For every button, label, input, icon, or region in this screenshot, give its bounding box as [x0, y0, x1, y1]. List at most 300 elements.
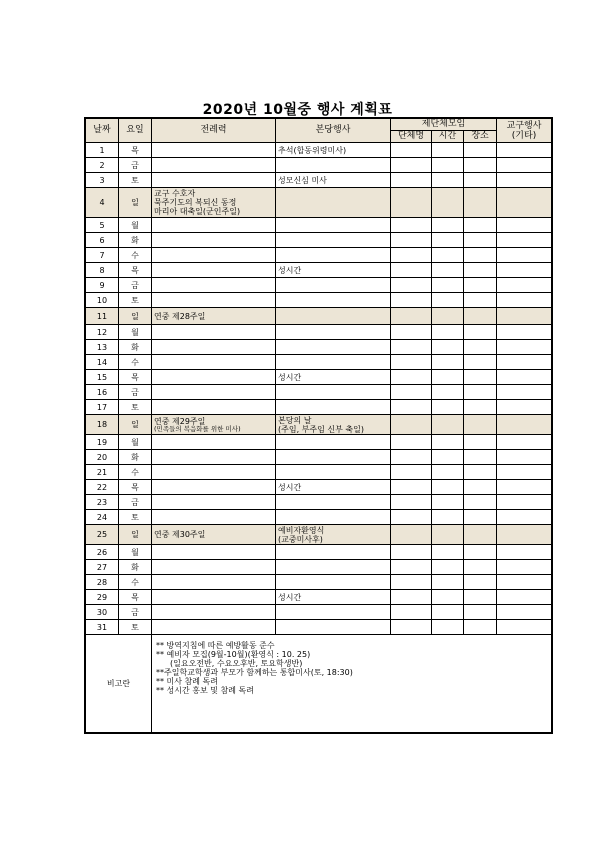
- liturgy-subtext: (민족들의 복음화를 위한 미사): [154, 424, 241, 433]
- header-diocese-event: 교구행사 (기타): [497, 119, 552, 143]
- cell-main-event: [276, 560, 391, 575]
- cell-group-name: [391, 370, 432, 385]
- cell-date: 15: [86, 370, 119, 385]
- cell-diocese-event: [497, 173, 552, 188]
- event-text: 성시간: [278, 372, 302, 382]
- cell-group-name: [391, 560, 432, 575]
- table-row: [86, 495, 552, 510]
- cell-place: [464, 545, 497, 560]
- cell-main-event: [276, 545, 391, 560]
- cell-date: 5: [86, 218, 119, 233]
- cell-group-name: [391, 510, 432, 525]
- cell-weekday: 일: [119, 308, 152, 325]
- cell-place: [464, 143, 497, 158]
- cell-liturgy: [152, 480, 276, 495]
- table-row: [86, 620, 552, 635]
- cell-main-event: [276, 278, 391, 293]
- cell-diocese-event: [497, 143, 552, 158]
- cell-liturgy: [152, 435, 276, 450]
- note-line: ** 성시간 홍보 및 참례 독려: [156, 686, 254, 695]
- cell-liturgy: [152, 233, 276, 248]
- cell-place: [464, 590, 497, 605]
- cell-liturgy: [152, 143, 276, 158]
- cell-time: [432, 545, 464, 560]
- table-row: [86, 450, 552, 465]
- cell-date: 1: [86, 143, 119, 158]
- cell-date: 6: [86, 233, 119, 248]
- cell-time: [432, 560, 464, 575]
- cell-group-name: [391, 480, 432, 495]
- cell-time: [432, 278, 464, 293]
- cell-group-name: [391, 465, 432, 480]
- cell-time: [432, 158, 464, 173]
- event-text: 성시간: [278, 592, 302, 602]
- cell-group-name: [391, 385, 432, 400]
- cell-date: 22: [86, 480, 119, 495]
- table-row: [86, 480, 552, 495]
- cell-weekday: 토: [119, 620, 152, 635]
- cell-diocese-event: [497, 560, 552, 575]
- cell-place: [464, 435, 497, 450]
- table-row: [86, 545, 552, 560]
- cell-liturgy: [152, 340, 276, 355]
- cell-group-name: [391, 495, 432, 510]
- cell-place: [464, 525, 497, 545]
- cell-diocese-event: [497, 510, 552, 525]
- cell-date: 7: [86, 248, 119, 263]
- event-text: 예비자환영식: [278, 525, 325, 535]
- cell-main-event: [276, 495, 391, 510]
- cell-main-event: [276, 233, 391, 248]
- cell-time: [432, 415, 464, 435]
- cell-group-name: [391, 605, 432, 620]
- cell-diocese-event: [497, 400, 552, 415]
- cell-liturgy: [152, 278, 276, 293]
- cell-group-name: [391, 450, 432, 465]
- cell-diocese-event: [497, 263, 552, 278]
- cell-diocese-event: [497, 435, 552, 450]
- cell-liturgy: [152, 605, 276, 620]
- cell-liturgy: [152, 510, 276, 525]
- cell-group-name: [391, 590, 432, 605]
- cell-main-event: [276, 248, 391, 263]
- cell-time: [432, 355, 464, 370]
- event-subtext: (주임, 부주임 신부 축일): [278, 424, 364, 434]
- cell-weekday: 금: [119, 495, 152, 510]
- cell-main-event: [276, 605, 391, 620]
- header-weekday: 요일: [119, 119, 152, 143]
- cell-liturgy: [152, 158, 276, 173]
- cell-weekday: 목: [119, 370, 152, 385]
- cell-main-event: [276, 575, 391, 590]
- note-line: ** 방역지침에 따른 예방활동 준수: [156, 641, 275, 650]
- cell-weekday: 토: [119, 510, 152, 525]
- table-row: [86, 590, 552, 605]
- cell-time: [432, 590, 464, 605]
- cell-weekday: 토: [119, 293, 152, 308]
- cell-place: [464, 480, 497, 495]
- liturgy-text: 연중 제30주일: [154, 530, 206, 539]
- cell-group-name: [391, 278, 432, 293]
- cell-liturgy: [152, 218, 276, 233]
- cell-date: 2: [86, 158, 119, 173]
- cell-place: [464, 620, 497, 635]
- table-row: [86, 340, 552, 355]
- cell-main-event: [276, 435, 391, 450]
- cell-weekday: 화: [119, 233, 152, 248]
- cell-place: [464, 355, 497, 370]
- cell-time: [432, 435, 464, 450]
- cell-time: [432, 525, 464, 545]
- cell-weekday: 월: [119, 545, 152, 560]
- cell-main-event: [276, 158, 391, 173]
- table-row: [86, 308, 552, 325]
- cell-time: [432, 385, 464, 400]
- cell-weekday: 금: [119, 385, 152, 400]
- header-main-event: 본당행사: [276, 119, 391, 143]
- event-text: 성시간: [278, 482, 302, 492]
- cell-diocese-event: [497, 525, 552, 545]
- cell-place: [464, 415, 497, 435]
- cell-date: 3: [86, 173, 119, 188]
- cell-main-event: [276, 525, 391, 545]
- cell-main-event: [276, 415, 391, 435]
- cell-weekday: 일: [119, 188, 152, 218]
- table-row: [86, 233, 552, 248]
- table-row: [86, 385, 552, 400]
- cell-time: [432, 450, 464, 465]
- cell-liturgy: [152, 248, 276, 263]
- note-line: ** 예비자 모집(9월-10월)(환영식 : 10. 25): [156, 650, 311, 659]
- cell-main-event: [276, 450, 391, 465]
- cell-time: [432, 293, 464, 308]
- schedule-rows: [86, 143, 552, 635]
- cell-diocese-event: [497, 248, 552, 263]
- cell-place: [464, 233, 497, 248]
- cell-place: [464, 605, 497, 620]
- cell-place: [464, 495, 497, 510]
- cell-group-name: [391, 263, 432, 278]
- table-row: [86, 510, 552, 525]
- cell-main-event: [276, 143, 391, 158]
- cell-main-event: [276, 465, 391, 480]
- table-row: [86, 143, 552, 158]
- cell-group-name: [391, 525, 432, 545]
- table-row: [86, 465, 552, 480]
- table-row: [86, 560, 552, 575]
- cell-place: [464, 510, 497, 525]
- cell-place: [464, 188, 497, 218]
- cell-weekday: 목: [119, 263, 152, 278]
- cell-place: [464, 400, 497, 415]
- cell-group-name: [391, 233, 432, 248]
- cell-weekday: 화: [119, 450, 152, 465]
- cell-weekday: 금: [119, 278, 152, 293]
- event-text: 추석(합동위령미사): [278, 145, 347, 155]
- cell-main-event: [276, 370, 391, 385]
- cell-time: [432, 188, 464, 218]
- cell-date: 13: [86, 340, 119, 355]
- cell-group-name: [391, 545, 432, 560]
- cell-time: [432, 340, 464, 355]
- cell-group-name: [391, 325, 432, 340]
- cell-date: 12: [86, 325, 119, 340]
- cell-date: 10: [86, 293, 119, 308]
- cell-date: 18: [86, 415, 119, 435]
- cell-time: [432, 465, 464, 480]
- table-row: [86, 370, 552, 385]
- cell-diocese-event: [497, 495, 552, 510]
- cell-place: [464, 560, 497, 575]
- liturgy-text: 교구 수호자 묵주기도의 복되신 동정 마리아 대축일(군인주일): [154, 189, 241, 216]
- cell-date: 24: [86, 510, 119, 525]
- cell-weekday: 수: [119, 575, 152, 590]
- cell-liturgy: [152, 400, 276, 415]
- table-row: [86, 278, 552, 293]
- cell-weekday: 월: [119, 218, 152, 233]
- header-time: 시간: [432, 131, 464, 143]
- cell-group-name: [391, 355, 432, 370]
- cell-diocese-event: [497, 233, 552, 248]
- cell-diocese-event: [497, 620, 552, 635]
- cell-place: [464, 173, 497, 188]
- cell-main-event: [276, 218, 391, 233]
- cell-time: [432, 400, 464, 415]
- table-row: [86, 435, 552, 450]
- cell-liturgy: [152, 450, 276, 465]
- table-row: [86, 218, 552, 233]
- cell-place: [464, 158, 497, 173]
- cell-diocese-event: [497, 158, 552, 173]
- cell-time: [432, 605, 464, 620]
- table-row: [86, 158, 552, 173]
- cell-liturgy: [152, 370, 276, 385]
- cell-diocese-event: [497, 450, 552, 465]
- liturgy-text: 연중 제28주일: [154, 311, 206, 321]
- event-text: 본당의 날: [278, 415, 312, 425]
- header-group-meeting: 제단체모임: [391, 119, 497, 131]
- header-date: 날짜: [86, 119, 119, 143]
- cell-diocese-event: [497, 465, 552, 480]
- cell-group-name: [391, 188, 432, 218]
- table-row: [86, 263, 552, 278]
- cell-weekday: 목: [119, 480, 152, 495]
- cell-time: [432, 575, 464, 590]
- cell-time: [432, 218, 464, 233]
- table-row: [86, 248, 552, 263]
- cell-place: [464, 278, 497, 293]
- cell-liturgy: [152, 293, 276, 308]
- cell-place: [464, 450, 497, 465]
- cell-liturgy: [152, 355, 276, 370]
- schedule-table: [85, 118, 552, 733]
- cell-weekday: 화: [119, 560, 152, 575]
- table-row: [86, 400, 552, 415]
- table-row: [86, 293, 552, 308]
- cell-place: [464, 218, 497, 233]
- cell-time: [432, 143, 464, 158]
- cell-weekday: 수: [119, 248, 152, 263]
- cell-date: 30: [86, 605, 119, 620]
- cell-date: 31: [86, 620, 119, 635]
- table-row: [86, 575, 552, 590]
- cell-date: 14: [86, 355, 119, 370]
- cell-date: 21: [86, 465, 119, 480]
- cell-main-event: [276, 510, 391, 525]
- cell-weekday: 수: [119, 465, 152, 480]
- cell-diocese-event: [497, 370, 552, 385]
- cell-date: 26: [86, 545, 119, 560]
- page-title: 2020년 10월중 행사 계획표: [202, 102, 393, 118]
- cell-time: [432, 620, 464, 635]
- cell-liturgy: [152, 188, 276, 218]
- table-row: [86, 415, 552, 435]
- cell-date: 28: [86, 575, 119, 590]
- cell-liturgy: [152, 495, 276, 510]
- cell-date: 8: [86, 263, 119, 278]
- cell-place: [464, 385, 497, 400]
- cell-weekday: 금: [119, 158, 152, 173]
- cell-weekday: 금: [119, 605, 152, 620]
- cell-liturgy: [152, 325, 276, 340]
- cell-date: 19: [86, 435, 119, 450]
- table-row: [86, 188, 552, 218]
- event-text: 성시간: [278, 265, 302, 275]
- cell-diocese-event: [497, 545, 552, 560]
- cell-diocese-event: [497, 605, 552, 620]
- cell-place: [464, 293, 497, 308]
- cell-liturgy: [152, 308, 276, 325]
- table-row: [86, 605, 552, 620]
- cell-main-event: [276, 188, 391, 218]
- cell-weekday: 토: [119, 173, 152, 188]
- cell-diocese-event: [497, 415, 552, 435]
- cell-diocese-event: [497, 575, 552, 590]
- cell-weekday: 일: [119, 415, 152, 435]
- cell-main-event: [276, 263, 391, 278]
- note-line: ** 미사 참례 독려: [156, 677, 218, 686]
- cell-liturgy: [152, 560, 276, 575]
- cell-main-event: [276, 385, 391, 400]
- cell-weekday: 목: [119, 143, 152, 158]
- notes-content: [152, 635, 552, 733]
- cell-weekday: 토: [119, 400, 152, 415]
- cell-group-name: [391, 158, 432, 173]
- cell-date: 20: [86, 450, 119, 465]
- cell-time: [432, 248, 464, 263]
- header-liturgy: 전례력: [152, 119, 276, 143]
- cell-place: [464, 308, 497, 325]
- cell-place: [464, 325, 497, 340]
- cell-time: [432, 263, 464, 278]
- cell-group-name: [391, 308, 432, 325]
- cell-liturgy: [152, 263, 276, 278]
- cell-date: 9: [86, 278, 119, 293]
- cell-weekday: 목: [119, 590, 152, 605]
- cell-main-event: [276, 325, 391, 340]
- cell-place: [464, 575, 497, 590]
- cell-date: 23: [86, 495, 119, 510]
- cell-group-name: [391, 400, 432, 415]
- cell-liturgy: [152, 415, 276, 435]
- cell-diocese-event: [497, 590, 552, 605]
- notes-label: 비고란: [86, 635, 152, 733]
- event-text: 성모신심 미사: [278, 175, 327, 185]
- cell-weekday: 일: [119, 525, 152, 545]
- cell-diocese-event: [497, 293, 552, 308]
- cell-weekday: 화: [119, 340, 152, 355]
- cell-time: [432, 370, 464, 385]
- cell-group-name: [391, 415, 432, 435]
- cell-main-event: [276, 400, 391, 415]
- table-row: [86, 173, 552, 188]
- cell-group-name: [391, 620, 432, 635]
- header-place: 장소: [464, 131, 497, 143]
- cell-place: [464, 248, 497, 263]
- cell-liturgy: [152, 620, 276, 635]
- note-line: (일요오전반, 수요오후반, 토요학생반): [170, 659, 303, 668]
- cell-date: 4: [86, 188, 119, 218]
- cell-liturgy: [152, 525, 276, 545]
- cell-time: [432, 233, 464, 248]
- cell-diocese-event: [497, 218, 552, 233]
- cell-main-event: [276, 308, 391, 325]
- cell-main-event: [276, 590, 391, 605]
- cell-time: [432, 325, 464, 340]
- cell-time: [432, 308, 464, 325]
- cell-weekday: 월: [119, 325, 152, 340]
- cell-time: [432, 173, 464, 188]
- cell-liturgy: [152, 385, 276, 400]
- cell-main-event: [276, 355, 391, 370]
- cell-group-name: [391, 293, 432, 308]
- cell-weekday: 월: [119, 435, 152, 450]
- cell-diocese-event: [497, 325, 552, 340]
- cell-group-name: [391, 218, 432, 233]
- cell-group-name: [391, 173, 432, 188]
- table-row: [86, 525, 552, 545]
- cell-date: 11: [86, 308, 119, 325]
- note-line: **주일학교학생과 부모가 함께하는 통합미사(토, 18:30): [156, 668, 353, 677]
- cell-date: 27: [86, 560, 119, 575]
- cell-date: 16: [86, 385, 119, 400]
- cell-diocese-event: [497, 385, 552, 400]
- cell-main-event: [276, 340, 391, 355]
- cell-diocese-event: [497, 278, 552, 293]
- cell-diocese-event: [497, 308, 552, 325]
- cell-diocese-event: [497, 480, 552, 495]
- cell-date: 25: [86, 525, 119, 545]
- cell-place: [464, 370, 497, 385]
- cell-group-name: [391, 248, 432, 263]
- cell-main-event: [276, 173, 391, 188]
- cell-group-name: [391, 340, 432, 355]
- cell-liturgy: [152, 575, 276, 590]
- cell-date: 17: [86, 400, 119, 415]
- cell-weekday: 수: [119, 355, 152, 370]
- cell-group-name: [391, 575, 432, 590]
- cell-time: [432, 495, 464, 510]
- cell-liturgy: [152, 173, 276, 188]
- cell-main-event: [276, 293, 391, 308]
- cell-liturgy: [152, 590, 276, 605]
- cell-liturgy: [152, 545, 276, 560]
- cell-place: [464, 465, 497, 480]
- cell-diocese-event: [497, 340, 552, 355]
- cell-main-event: [276, 480, 391, 495]
- cell-date: 29: [86, 590, 119, 605]
- liturgy-text: 연중 제29주일: [154, 416, 206, 426]
